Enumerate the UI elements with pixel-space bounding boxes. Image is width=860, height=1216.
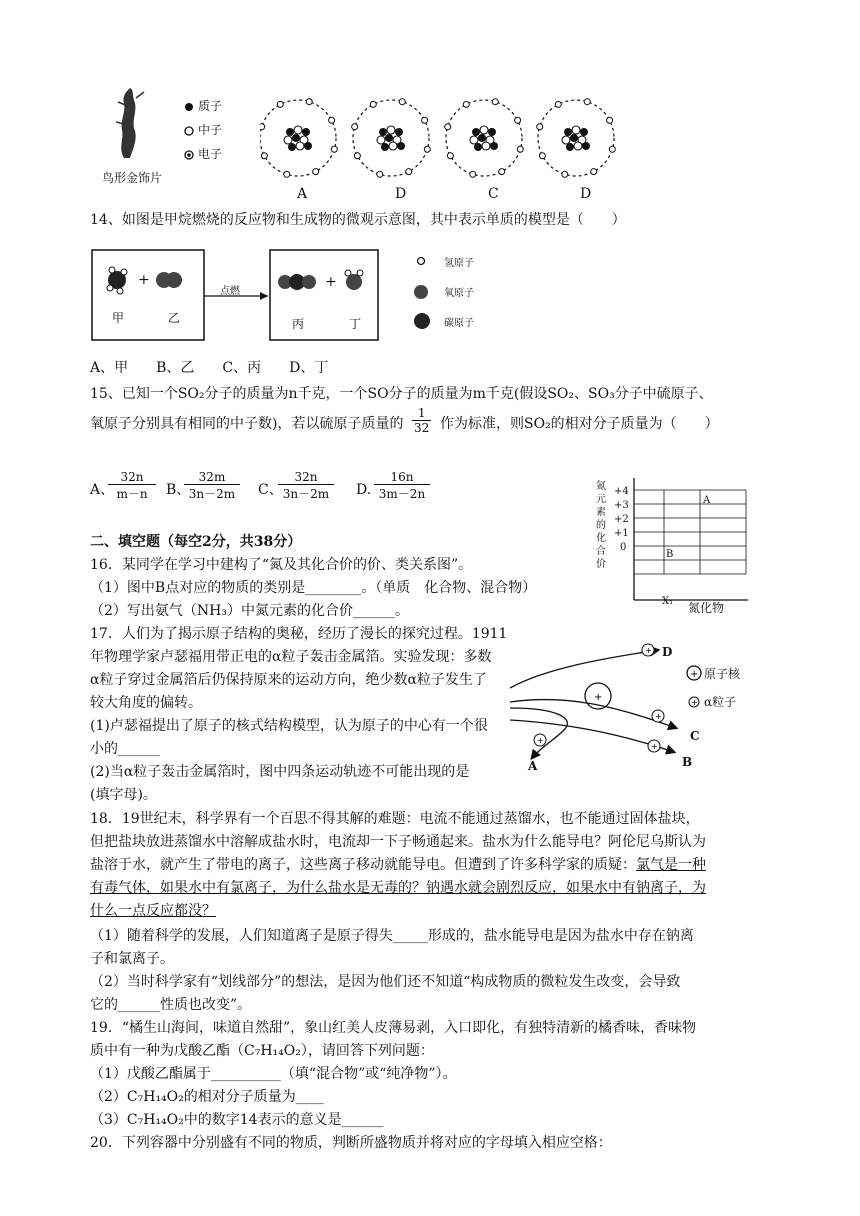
q15-option-c-fraction (278, 470, 334, 502)
q19-part2: （2）C₇H₁₄O₂的相对分子质量为____ (90, 1089, 324, 1105)
svg-text:+: + (690, 669, 699, 680)
atom-option-c: C (488, 186, 499, 202)
neutron-legend-icon (184, 126, 194, 136)
q18-underlined-line4: 有毒气体，如果水中有氯离子，为什么盐水是无毒的？钠遇水就会剧烈反应，如果水中有钠离子，为 (90, 880, 706, 896)
alpha-particle-legend-icon (688, 696, 700, 708)
ytick-zero: 0 (620, 542, 627, 553)
q18-line3-text: 盐溶于水，就产生了带电的离子，这些离子移动就能导电。但遭到了许多科学家的质疑： (90, 857, 636, 873)
q15-fraction (412, 406, 431, 435)
alpha-particle-legend-label: α粒子 (704, 695, 737, 709)
nucleus-legend-icon (686, 665, 702, 681)
svg-text:+: + (655, 712, 662, 721)
q15-option-d-letter: D. (356, 482, 372, 498)
atom-model-3 (445, 99, 524, 178)
section2-heading: 二、填空题（每空2分，共38分） (90, 534, 302, 550)
oxygen-atom-label: 氧原子 (444, 288, 474, 299)
q15-line1: 15、已知一个SO₂分子的质量为n千克，一个SO分子的质量为m千克(假设SO₂、SO₃分子中硫原子、 (90, 386, 713, 402)
ytick-plus3: +3 (614, 500, 629, 511)
q18-line1: 18．19世纪末，科学界有一个百思不得其解的难题：电流不能通过蒸馏水，也不能通过固体盐块， (90, 811, 700, 827)
track-label-c: C (690, 729, 700, 743)
ytick-plus2: +2 (614, 514, 629, 525)
bird-foil-caption: 鸟形金饰片 (102, 171, 163, 185)
q15-option-c-letter: C、 (258, 482, 283, 498)
q15-a-num: 32n (108, 470, 156, 485)
q15-d-den: 3m－2n (378, 487, 426, 501)
proton-legend-icon (184, 102, 194, 112)
q17-line2: 年物理学家卢瑟福用带正电的α粒子轰击金属箔。实验发现：多数 (90, 649, 492, 665)
q15-option-d-fraction (374, 470, 430, 502)
q15-frac-num: 1 (412, 406, 431, 421)
q15-c-den: 3n－2m (282, 487, 330, 501)
carbon-atom-icon (413, 312, 431, 330)
q14-options: A、甲 B、乙 C、丙 D、丁 (90, 360, 329, 376)
q18-part2-cont: 它的______性质也改变”。 (90, 997, 252, 1013)
q14-label-yi: 乙 (168, 311, 181, 325)
chart-xlabel: 氮化物 (688, 601, 725, 615)
q17-part2-cont: (填字母)。 (90, 787, 157, 803)
q17-part1-blank: 小的______ (90, 741, 160, 757)
atom-models (260, 86, 630, 196)
atom-model-1 (260, 99, 337, 178)
svg-text:+: + (691, 698, 698, 707)
hydrogen-atom-icon (416, 256, 426, 266)
svg-text:+: + (651, 742, 658, 751)
ytick-plus4: +4 (614, 486, 629, 497)
q18-underlined-start: 氯气是一种 (636, 857, 706, 873)
chart-ylabel: 氮 元 素 的 化 合 价 (596, 481, 606, 570)
q14-plus-left: + (138, 272, 150, 288)
q15-frac-den: 32 (414, 421, 430, 435)
q18-part1-cont: 子和氯离子。 (90, 951, 174, 967)
q18-part2: （2）当时科学家有“划线部分”的想法，是因为他们还不知道“构成物质的微粒发生改变，会导致 (90, 974, 681, 990)
chart-point-a: A (703, 495, 711, 506)
q18-underlined-line5: 什么一点反应都没？ (90, 903, 216, 919)
q14-label-bing: 丙 (292, 317, 305, 331)
atom-option-a: A (297, 186, 308, 202)
q16-part1: （1）图中B点对应的物质的类别是________。（单质 化合物、混合物） (90, 580, 537, 596)
track-label-a: A (528, 759, 538, 773)
q16-part2: （2）写出氨气（NH₃）中氮元素的化合价______。 (90, 603, 409, 619)
atom-option-b: D (395, 186, 407, 202)
q17-part1: (1)卢瑟福提出了原子的核式结构模型，认为原子的中心有一个很 (90, 718, 488, 734)
track-label-b: B (682, 755, 693, 769)
q14-label-ding: 丁 (349, 317, 362, 331)
chart-x-tick: X₁ (662, 596, 674, 607)
svg-text:+: + (537, 736, 544, 745)
hydrogen-atom-label: 氢原子 (444, 258, 474, 269)
q15-line2a: 氧原子分别具有相同的中子数)，若以硫原子质量的 (90, 416, 404, 432)
q15-c-num: 32n (278, 470, 334, 485)
q18-line2: 但把盐块放进蒸馏水中溶解成盐水时，电流却一下子畅通起来。盐水为什么能导电？阿伦尼乌斯认为 (90, 834, 706, 850)
valence-chart-grid (632, 478, 748, 602)
q15-line2b: 作为标准，则SO₂的相对分子质量为（ ） (440, 416, 719, 432)
q19-line2: 质中有一种为戊酸乙酯（C₇H₁₄O₂），请回答下列问题： (90, 1043, 434, 1059)
q15-d-num: 16n (374, 470, 430, 485)
q19-line1: 19．“橘生山海间，味道自然甜”，象山红美人皮薄易剥，入口即化，有独特清新的橘香味，香味物 (90, 1020, 697, 1036)
q17-line1: 17．人们为了揭示原子结构的奥秘，经历了漫长的探究过程。1911 (90, 626, 508, 642)
q20-line1: 20．下列容器中分别盛有不同的物质，判断所盛物质并将对应的字母填入相应空格： (90, 1135, 612, 1151)
q14-stem: 14、如图是甲烷燃烧的反应物和生成物的微观示意图，其中表示单质的模型是（ ） (90, 212, 626, 228)
q19-part3: （3）C₇H₁₄O₂中的数字14表示的意义是______ (90, 1112, 384, 1128)
svg-text:+: + (594, 692, 603, 703)
bird-gold-foil-image (108, 82, 150, 162)
svg-text:+: + (645, 646, 652, 655)
q18-line3 (90, 855, 706, 875)
q15-a-den: m－n (116, 487, 148, 501)
q14-arrow-label: 点燃 (220, 286, 240, 297)
track-label-d: D (662, 645, 673, 659)
q17-line3: α粒子穿过金属箔后仍保持原来的运动方向，绝少数α粒子发生了 (90, 672, 487, 688)
q15-option-b-letter: B、 (166, 482, 191, 498)
q15-b-num: 32m (184, 470, 240, 485)
q15-option-a-fraction (108, 470, 156, 502)
carbon-atom-label: 碳原子 (444, 318, 474, 329)
q19-part1: （1）戊酸乙酯属于__________（填“混合物”或“纯净物”）。 (90, 1066, 457, 1082)
chart-point-b: B (666, 549, 674, 560)
nucleus-legend-label: 原子核 (704, 667, 741, 681)
q15-b-den: 3n－2m (188, 487, 236, 501)
electron-legend-icon (184, 150, 194, 160)
atom-model-2 (352, 99, 431, 178)
q18-part1: （1）随着科学的发展，人们知道离子是原子得失_____形成的，盐水能导电是因为盐水中存在钠离 (90, 928, 694, 944)
oxygen-atom-icon (413, 284, 429, 300)
electron-legend-label: 电子 (198, 147, 223, 161)
ytick-plus1: +1 (614, 528, 629, 539)
q17-line4: 较大角度的偏转。 (90, 695, 202, 711)
q14-plus-right: + (325, 274, 337, 290)
neutron-legend-label: 中子 (198, 123, 223, 137)
atom-model-4 (537, 99, 616, 178)
q15-option-a-letter: A、 (90, 482, 115, 498)
q15-option-b-fraction (184, 470, 240, 502)
q17-part2: (2)当α粒子轰击金属箔时，图中四条运动轨迹不可能出现的是 (90, 764, 470, 780)
atom-option-d: D (580, 186, 592, 202)
q16-stem: 16．某同学在学习中建构了“氮及其化合价的价、类关系图”。 (90, 557, 473, 573)
q14-label-jia: 甲 (112, 311, 125, 325)
proton-legend-label: 质子 (198, 99, 223, 113)
